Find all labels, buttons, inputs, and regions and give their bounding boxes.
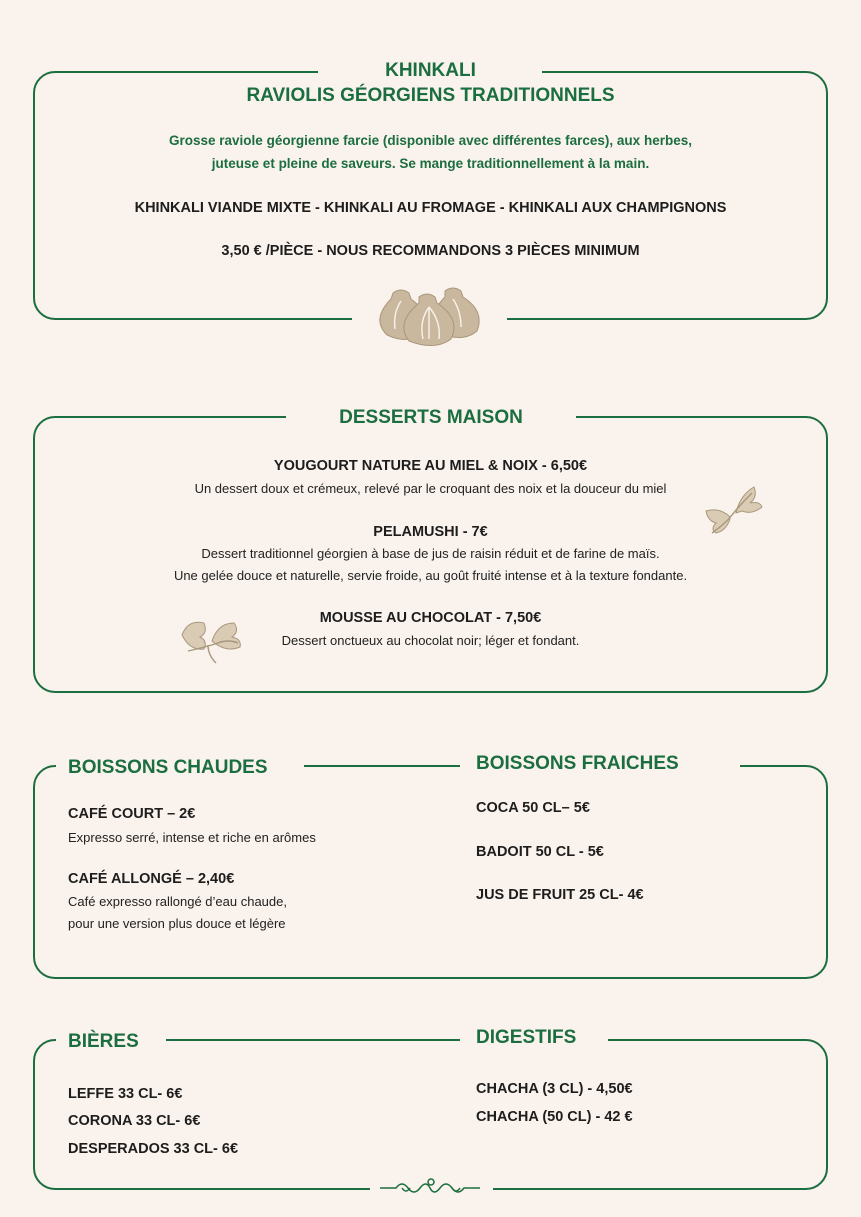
cold-drink-3: JUS DE FRUIT 25 CL- 4€ (476, 887, 644, 903)
dessert-1-desc: Un dessert doux et crémeux, relevé par le croquant des noix et la douceur du miel (194, 481, 667, 496)
digestif-1: CHACHA (3 CL) - 4,50€ (476, 1081, 633, 1097)
dessert-2-desc-2: Une gelée douce et naturelle, servie froide, au goût fruité intense et à la texture fondante. (173, 568, 688, 583)
khinkali-desc-1: Grosse raviole géorgienne farcie (disponible avec différentes farces), aux herbes, (169, 133, 692, 148)
cold-drink-1: COCA 50 CL– 5€ (476, 800, 590, 816)
desserts-title: DESSERTS MAISON (339, 407, 523, 428)
hot-drinks-title: BOISSONS CHAUDES (68, 757, 268, 778)
khinkali-title: KHINKALI (385, 60, 476, 81)
beer-1: LEFFE 33 CL- 6€ (68, 1086, 183, 1102)
hot-drink-1-desc: Expresso serré, intense et riche en arômes (68, 830, 316, 845)
cold-drink-2: BADOIT 50 CL - 5€ (476, 844, 604, 860)
dessert-2-name: PELAMUSHI - 7€ (373, 524, 488, 540)
dessert-2-desc-1: Dessert traditionnel géorgien à base de jus de raisin réduit et de farine de maïs. (201, 546, 660, 561)
herb-leaf-icon (704, 483, 766, 535)
khinkali-price: 3,50 € /PIÈCE - NOUS RECOMMANDONS 3 PIÈCES MINIMUM (221, 243, 640, 259)
beer-3: DESPERADOS 33 CL- 6€ (68, 1141, 239, 1157)
hot-drink-2-name: CAFÉ ALLONGÉ – 2,40€ (68, 871, 235, 887)
khinkali-subtitle: RAVIOLIS GÉORGIENS TRADITIONNELS (246, 85, 615, 106)
hot-drink-1-name: CAFÉ COURT – 2€ (68, 806, 196, 822)
herb-leaf-icon (178, 615, 244, 665)
beers-title: BIÈRES (68, 1031, 139, 1052)
dessert-3-name: MOUSSE AU CHOCOLAT - 7,50€ (319, 610, 542, 626)
dumplings-icon (373, 285, 489, 351)
ornament-icon (378, 1176, 484, 1198)
khinkali-desc-2: juteuse et pleine de saveurs. Se mange traditionnellement à la main. (211, 156, 650, 171)
khinkali-varieties: KHINKALI VIANDE MIXTE - KHINKALI AU FROMAGE - KHINKALI AUX CHAMPIGNONS (134, 200, 727, 216)
digestif-2: CHACHA (50 CL) - 42 € (476, 1109, 633, 1125)
dessert-1-name: YOUGOURT NATURE AU MIEL & NOIX - 6,50€ (273, 458, 588, 474)
digestifs-title: DIGESTIFS (476, 1027, 577, 1048)
hot-drink-2-desc-2: pour une version plus douce et légère (68, 916, 286, 931)
dessert-3-desc: Dessert onctueux au chocolat noir; léger et fondant. (281, 633, 580, 648)
hot-drink-2-desc-1: Café expresso rallongé d’eau chaude, (68, 894, 287, 909)
beer-2: CORONA 33 CL- 6€ (68, 1113, 201, 1129)
khinkali-frame (33, 71, 828, 320)
cold-drinks-title: BOISSONS FRAICHES (476, 753, 679, 774)
